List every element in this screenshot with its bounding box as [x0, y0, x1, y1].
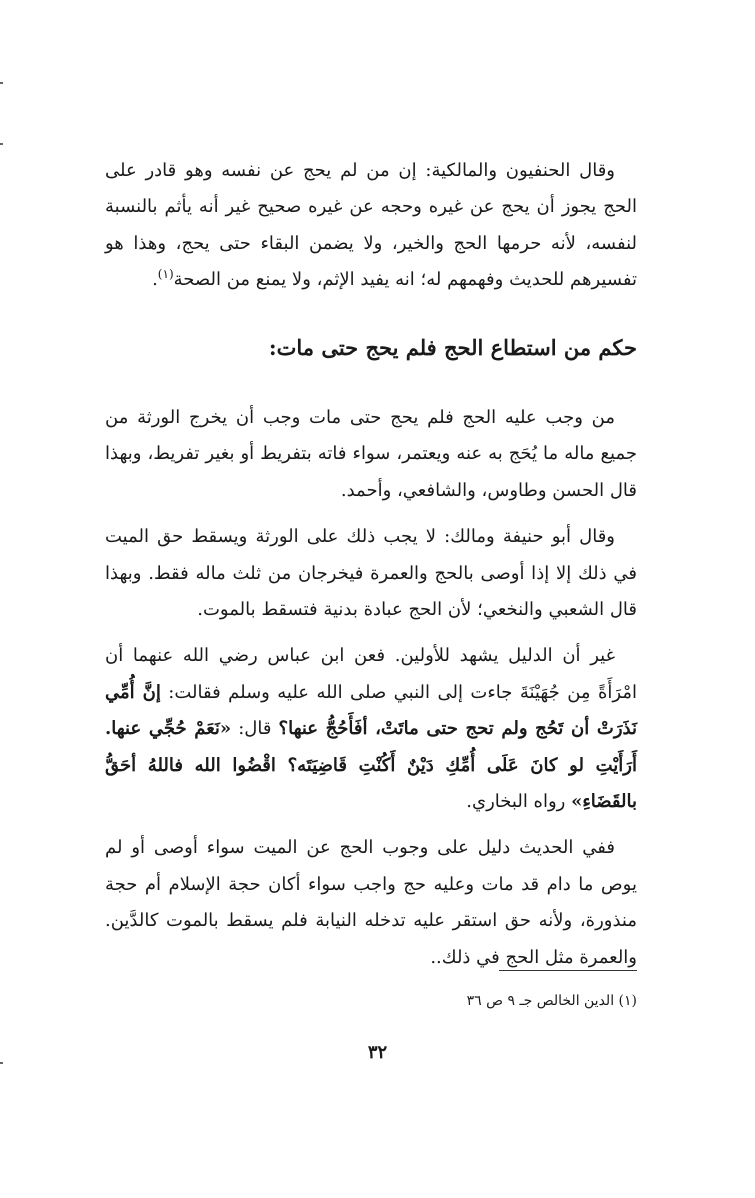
paragraph-hadith-evidence: غير أن الدليل يشهد للأولين. فعن ابن عباس رضي الله عنهما أن امْرَأَةً مِن جُهَيْنَةَ جاءت إلى النبي صلى الله عليه وسلم فقالت: إنَّ أُمِّي نَذَرَتْ أن تَحُج ولم تحج حتى ماتَتْ، أفَأَحُجُّ عنها؟ قال: «نَعَمْ حُجِّي عنها. أَرَأَيْتِ لو كانَ عَلَى أُمِّكِ دَيْنٌ أَكُنْتِ قَاضِيَتَه؟ اقْضُوا الله فاللهُ أحَقُّ بالقَضَاءِ» رواه البخاري. — [105, 645, 637, 813]
paragraph-conclusion: ففي الحديث دليل على وجوب الحج عن الميت سواء أوصى أو لم يوص ما دام قد مات وعليه حج واجب سواء أكان حجة الإسلام أم حجة منذورة، ولأنه حق استقر عليه تدخله النيابة فلم يسقط بالموت كالدَّين. والعمرة مثل الحج في ذلك.. — [105, 837, 637, 968]
paragraph-abu-hanifa-view: وقال أبو حنيفة ومالك: لا يجب ذلك على الورثة ويسقط حق الميت في ذلك إلا إذا أوصى بالحج والعمرة فيخرجان من ثلث ماله فقط. وبهذا قال الشعبي والنخعي؛ لأن الحج عبادة بدنية فتسقط بالموت. — [105, 526, 637, 621]
opening-paragraph-block — [105, 153, 637, 299]
scan-edge-mark — [0, 82, 3, 84]
footnote-marker: (١) — [157, 267, 174, 282]
footnote: (١) الدين الخالص جـ ٩ ص ٣٦ — [466, 993, 637, 1009]
scan-edge-mark — [0, 143, 3, 145]
hadith-quote-question: إنَّ أُمِّي نَذَرَتْ أن تَحُج ولم تحج حتى ماتَتْ، أفَأَحُجُّ عنها؟ — [105, 681, 637, 740]
page-number: ٣٢ — [367, 1042, 388, 1063]
section-body — [105, 400, 637, 976]
footnote-divider — [499, 970, 637, 971]
section-heading: حكم من استطاع الحج فلم يحج حتى مات: — [268, 335, 637, 360]
hadith-quote-answer: «نَعَمْ حُجِّي عنها. أَرَأَيْتِ لو كانَ عَلَى أُمِّكِ دَيْنٌ أَكُنْتِ قَاضِيَتَه؟ اقْضُوا الله فاللهُ أحَقُّ بالقَضَاءِ» — [105, 718, 637, 813]
paragraph-obligation: من وجب عليه الحج فلم يحج حتى مات وجب أن يخرج الورثة من جميع ماله ما يُحَج به عنه ويعتمر، سواء فاته بتفريط أو بغير تفريط، وبهذا قال الحسن وطاوس، والشافعي، وأحمد. — [105, 407, 637, 501]
paragraph-hanafi-maliki-view: وقال الحنفيون والمالكية: إن من لم يحج عن نفسه وهو قادر على الحج يجوز أن يحج عن غيره وحجه عن غيره صحيح غير أنه يأثم بالنسبة لنفسه، لأنه حرمها الحج والخير، ولا يضمن البقاء حتى يحج، وهذا هو تفسيرهم للحديث وفهمهم له؛ انه يفيد الإثم، ولا يمنع من الصحة$^{(١)}$. — [105, 160, 637, 291]
